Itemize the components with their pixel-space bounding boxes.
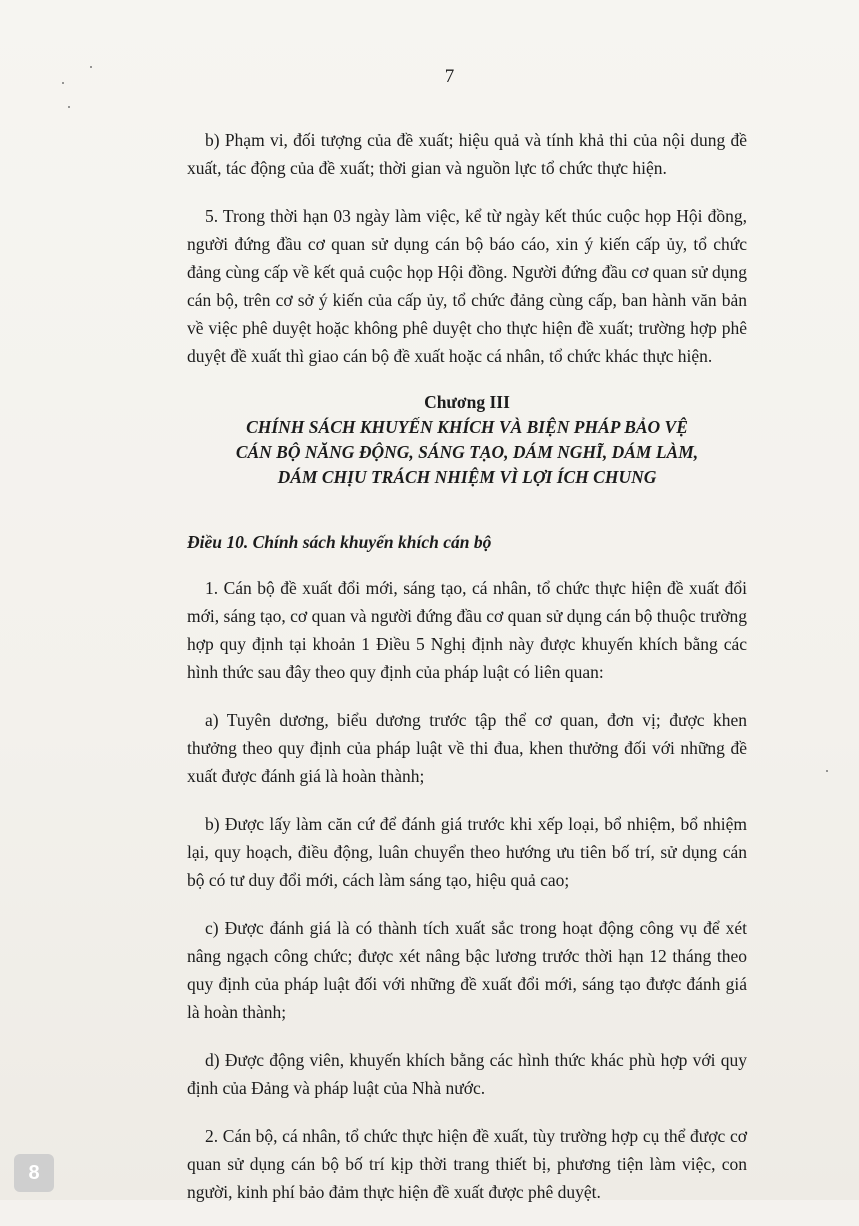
- paragraph: 2. Cán bộ, cá nhân, tổ chức thực hiện đề xuất, tùy trường hợp cụ thể được cơ quan sử dụng cán bộ bố trí kịp thời trang thiết bị, phương tiện làm việc, con người, kinh phí bảo đảm thực hiện đề xuất được phê duyệt.: [187, 1126, 747, 1202]
- page-count-badge[interactable]: 8: [14, 1154, 54, 1192]
- article-heading: Điều 10. Chính sách khuyến khích cán bộ: [187, 532, 492, 552]
- scan-speck: [826, 770, 828, 772]
- page-number: 7: [444, 66, 455, 87]
- chapter-label: Chương III: [424, 392, 510, 412]
- scan-speck: [68, 106, 70, 108]
- chapter-title: CHÍNH SÁCH KHUYẾN KHÍCH VÀ BIỆN PHÁP BẢO VỆ CÁN BỘ NĂNG ĐỘNG, SÁNG TẠO, DÁM NGHĨ, DÁM LÀM, DÁM CHỊU TRÁCH NHIỆM VÌ LỢI ÍCH CHUNG: [235, 417, 699, 487]
- paragraph: d) Được động viên, khuyến khích bằng các hình thức khác phù hợp với quy định của Đảng và pháp luật của Nhà nước.: [187, 1050, 747, 1098]
- paragraph: b) Phạm vi, đối tượng của đề xuất; hiệu quả và tính khả thi của nội dung đề xuất, tác động của đề xuất; thời gian và nguồn lực tổ chức thực hiện.: [187, 130, 747, 178]
- paragraph: a) Tuyên dương, biểu dương trước tập thể cơ quan, đơn vị; được khen thưởng theo quy định của pháp luật về thi đua, khen thưởng đối với những đề xuất được đánh giá là hoàn thành;: [187, 710, 747, 786]
- document-body: [187, 126, 747, 1226]
- paragraph: c) Được đánh giá là có thành tích xuất sắc trong hoạt động công vụ để xét nâng ngạch công chức; được xét nâng bậc lương trước thời hạn 12 tháng theo quy định của pháp luật đối với những đề xuất đổi mới, sáng tạo được đánh giá là hoàn thành;: [187, 918, 747, 1022]
- paragraph: 5. Trong thời hạn 03 ngày làm việc, kể từ ngày kết thúc cuộc họp Hội đồng, người đứng đầu cơ quan sử dụng cán bộ báo cáo, xin ý kiến cấp ủy, tổ chức đảng cùng cấp về kết quả cuộc họp Hội đồng. Người đứng đầu cơ quan sử dụng cán bộ, trên cơ sở ý kiến của cấp ủy, tổ chức đảng cùng cấp, ban hành văn bản về việc phê duyệt hoặc không phê duyệt cho thực hiện đề xuất; trường hợp phê duyệt đề xuất thì giao cán bộ đề xuất hoặc cá nhân, tổ chức khác thực hiện.: [187, 206, 747, 366]
- paragraph: b) Được lấy làm căn cứ để đánh giá trước khi xếp loại, bổ nhiệm, bổ nhiệm lại, quy hoạch, điều động, luân chuyển theo hướng ưu tiên bố trí, sử dụng cán bộ có tư duy đổi mới, cách làm sáng tạo, hiệu quả cao;: [187, 814, 747, 890]
- paragraph: 1. Cán bộ đề xuất đổi mới, sáng tạo, cá nhân, tổ chức thực hiện đề xuất đổi mới, sáng tạo, cơ quan và người đứng đầu cơ quan sử dụng cán bộ thuộc trường hợp quy định tại khoản 1 Điều 5 Nghị định này được khuyến khích bằng các hình thức sau đây theo quy định của pháp luật có liên quan:: [187, 578, 747, 682]
